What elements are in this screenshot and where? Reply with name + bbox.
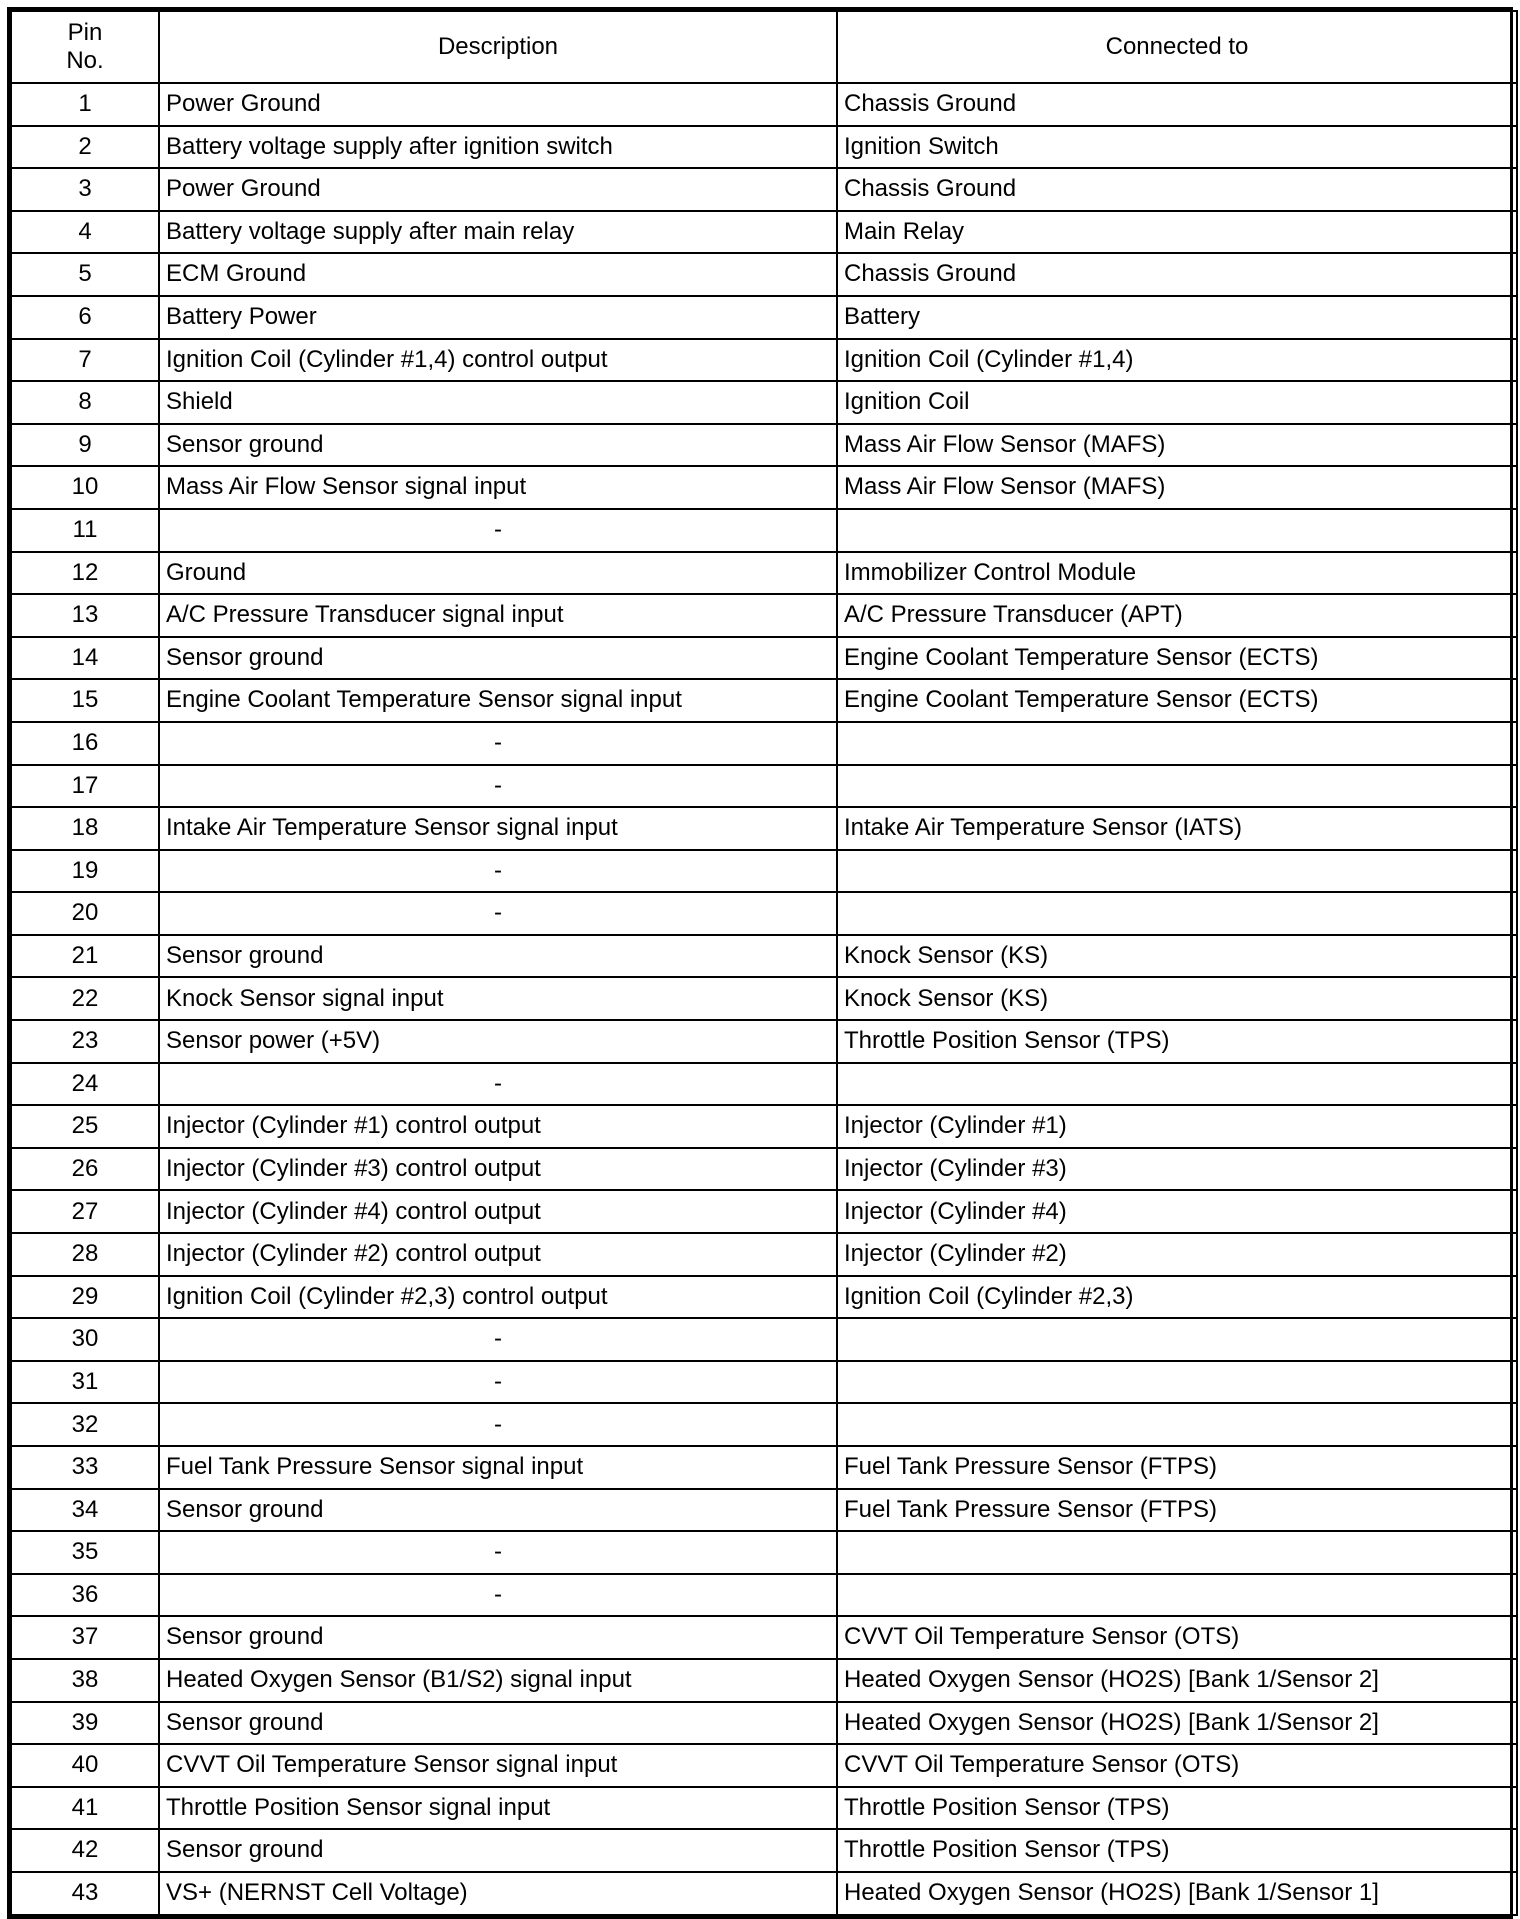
description-cell: Shield [159,381,837,424]
table-row [11,1403,1517,1446]
table-row [11,1276,1517,1319]
header-description: Description [159,11,837,83]
description-cell: Ignition Coil (Cylinder #2,3) control output [159,1276,837,1319]
pin-number-cell: 36 [11,1574,159,1617]
pin-number-cell: 14 [11,637,159,680]
pin-number-cell: 12 [11,552,159,595]
pin-table-frame [7,7,1513,1919]
connected-to-cell: Injector (Cylinder #3) [837,1148,1517,1191]
table-row [11,1489,1517,1532]
table-row [11,83,1517,126]
table-row [11,509,1517,552]
pin-number-cell: 13 [11,594,159,637]
connected-to-cell: Throttle Position Sensor (TPS) [837,1787,1517,1830]
connected-to-cell: Fuel Tank Pressure Sensor (FTPS) [837,1489,1517,1532]
connected-to-cell: Fuel Tank Pressure Sensor (FTPS) [837,1446,1517,1489]
description-cell: VS+ (NERNST Cell Voltage) [159,1872,837,1915]
pin-number-cell: 10 [11,466,159,509]
table-row [11,1872,1517,1915]
description-cell: Ignition Coil (Cylinder #1,4) control output [159,339,837,382]
connected-to-cell: Battery [837,296,1517,339]
pin-number-cell: 3 [11,168,159,211]
connected-to-cell: Knock Sensor (KS) [837,935,1517,978]
table-row [11,977,1517,1020]
table-row [11,765,1517,808]
description-cell: CVVT Oil Temperature Sensor signal input [159,1744,837,1787]
pin-number-cell: 25 [11,1105,159,1148]
connected-to-cell: Intake Air Temperature Sensor (IATS) [837,807,1517,850]
pin-number-cell: 24 [11,1063,159,1106]
connected-to-cell [837,765,1517,808]
description-cell: Throttle Position Sensor signal input [159,1787,837,1830]
table-row [11,1616,1517,1659]
connected-to-cell [837,722,1517,765]
table-row [11,296,1517,339]
pin-number-cell: 28 [11,1233,159,1276]
connected-to-cell: Injector (Cylinder #1) [837,1105,1517,1148]
table-row [11,679,1517,722]
table-row [11,1148,1517,1191]
pin-number-cell: 2 [11,126,159,169]
description-cell: Injector (Cylinder #3) control output [159,1148,837,1191]
description-cell: Sensor ground [159,637,837,680]
table-row [11,211,1517,254]
pin-number-cell: 4 [11,211,159,254]
pin-number-cell: 15 [11,679,159,722]
header-row [11,11,1517,83]
description-cell: Battery voltage supply after ignition switch [159,126,837,169]
pin-number-cell: 17 [11,765,159,808]
pin-number-cell: 34 [11,1489,159,1532]
table-row [11,253,1517,296]
description-cell: Sensor ground [159,424,837,467]
table-row [11,594,1517,637]
connected-to-cell: Injector (Cylinder #2) [837,1233,1517,1276]
table-row [11,1702,1517,1745]
description-cell: ECM Ground [159,253,837,296]
pin-number-cell: 22 [11,977,159,1020]
pin-number-cell: 43 [11,1872,159,1915]
table-row [11,637,1517,680]
description-cell: Power Ground [159,168,837,211]
connected-to-cell [837,509,1517,552]
pin-number-cell: 18 [11,807,159,850]
description-cell: Battery Power [159,296,837,339]
description-cell: A/C Pressure Transducer signal input [159,594,837,637]
pin-number-cell: 37 [11,1616,159,1659]
table-body [11,83,1517,1915]
table-row [11,807,1517,850]
pin-number-cell: 39 [11,1702,159,1745]
pin-number-cell: 33 [11,1446,159,1489]
description-cell: Injector (Cylinder #1) control output [159,1105,837,1148]
pin-number-cell: 40 [11,1744,159,1787]
description-cell: - [159,765,837,808]
connected-to-cell: Engine Coolant Temperature Sensor (ECTS) [837,679,1517,722]
description-cell: Power Ground [159,83,837,126]
pin-number-cell: 11 [11,509,159,552]
description-cell: - [159,892,837,935]
table-row [11,1531,1517,1574]
connected-to-cell: A/C Pressure Transducer (APT) [837,594,1517,637]
table-row [11,1105,1517,1148]
pin-number-cell: 7 [11,339,159,382]
table-row [11,424,1517,467]
description-cell: Knock Sensor signal input [159,977,837,1020]
connected-to-cell [837,850,1517,893]
connected-to-cell: Heated Oxygen Sensor (HO2S) [Bank 1/Sensor 1] [837,1872,1517,1915]
description-cell: - [159,509,837,552]
connected-to-cell: Immobilizer Control Module [837,552,1517,595]
connected-to-cell [837,1574,1517,1617]
connected-to-cell: Injector (Cylinder #4) [837,1190,1517,1233]
description-cell: Battery voltage supply after main relay [159,211,837,254]
table-row [11,1829,1517,1872]
table-row [11,552,1517,595]
description-cell: Intake Air Temperature Sensor signal input [159,807,837,850]
pin-number-cell: 20 [11,892,159,935]
table-row [11,1361,1517,1404]
description-cell: - [159,1531,837,1574]
description-cell: Injector (Cylinder #2) control output [159,1233,837,1276]
description-cell: - [159,1063,837,1106]
connected-to-cell: Ignition Coil (Cylinder #1,4) [837,339,1517,382]
pin-number-cell: 5 [11,253,159,296]
pin-number-cell: 21 [11,935,159,978]
table-row [11,1659,1517,1702]
table-row [11,1318,1517,1361]
pin-number-cell: 30 [11,1318,159,1361]
connected-to-cell [837,892,1517,935]
connected-to-cell: Main Relay [837,211,1517,254]
pin-table [10,10,1518,1916]
pin-number-cell: 31 [11,1361,159,1404]
table-row [11,850,1517,893]
description-cell: - [159,850,837,893]
description-cell: Engine Coolant Temperature Sensor signal input [159,679,837,722]
table-row [11,1190,1517,1233]
pin-number-cell: 42 [11,1829,159,1872]
connected-to-cell: Chassis Ground [837,83,1517,126]
table-row [11,168,1517,211]
connected-to-cell: Knock Sensor (KS) [837,977,1517,1020]
connected-to-cell [837,1403,1517,1446]
connected-to-cell: Throttle Position Sensor (TPS) [837,1829,1517,1872]
description-cell: - [159,722,837,765]
connected-to-cell: Engine Coolant Temperature Sensor (ECTS) [837,637,1517,680]
description-cell: - [159,1574,837,1617]
description-cell: - [159,1318,837,1361]
description-cell: - [159,1361,837,1404]
pin-number-cell: 1 [11,83,159,126]
connected-to-cell: Ignition Switch [837,126,1517,169]
connected-to-cell: Ignition Coil [837,381,1517,424]
description-cell: Sensor power (+5V) [159,1020,837,1063]
connected-to-cell: Heated Oxygen Sensor (HO2S) [Bank 1/Sensor 2] [837,1702,1517,1745]
connected-to-cell: CVVT Oil Temperature Sensor (OTS) [837,1616,1517,1659]
pin-number-cell: 29 [11,1276,159,1319]
description-cell: Sensor ground [159,1489,837,1532]
connected-to-cell: CVVT Oil Temperature Sensor (OTS) [837,1744,1517,1787]
table-row [11,1787,1517,1830]
pin-number-cell: 9 [11,424,159,467]
table-row [11,1744,1517,1787]
table-row [11,466,1517,509]
table-row [11,935,1517,978]
connected-to-cell: Mass Air Flow Sensor (MAFS) [837,424,1517,467]
table-header [11,11,1517,83]
connected-to-cell [837,1318,1517,1361]
description-cell: Sensor ground [159,1702,837,1745]
description-cell: Fuel Tank Pressure Sensor signal input [159,1446,837,1489]
connected-to-cell [837,1063,1517,1106]
connected-to-cell [837,1531,1517,1574]
table-row [11,892,1517,935]
connected-to-cell: Throttle Position Sensor (TPS) [837,1020,1517,1063]
pin-number-cell: 6 [11,296,159,339]
table-row [11,1063,1517,1106]
header-pin-line1: Pin [67,19,103,46]
pin-number-cell: 16 [11,722,159,765]
table-row [11,126,1517,169]
table-row [11,1574,1517,1617]
description-cell: - [159,1403,837,1446]
table-row [11,339,1517,382]
pin-number-cell: 19 [11,850,159,893]
pin-table-page [7,7,1513,1919]
description-cell: Sensor ground [159,935,837,978]
table-row [11,722,1517,765]
connected-to-cell: Ignition Coil (Cylinder #2,3) [837,1276,1517,1319]
connected-to-cell: Mass Air Flow Sensor (MAFS) [837,466,1517,509]
header-pin-no [11,11,159,83]
connected-to-cell: Chassis Ground [837,253,1517,296]
pin-number-cell: 32 [11,1403,159,1446]
description-cell: Sensor ground [159,1829,837,1872]
connected-to-cell [837,1361,1517,1404]
pin-number-cell: 38 [11,1659,159,1702]
pin-number-cell: 23 [11,1020,159,1063]
description-cell: Mass Air Flow Sensor signal input [159,466,837,509]
pin-number-cell: 27 [11,1190,159,1233]
table-row [11,1020,1517,1063]
connected-to-cell: Heated Oxygen Sensor (HO2S) [Bank 1/Sensor 2] [837,1659,1517,1702]
table-row [11,1446,1517,1489]
description-cell: Ground [159,552,837,595]
description-cell: Sensor ground [159,1616,837,1659]
pin-number-cell: 41 [11,1787,159,1830]
description-cell: Heated Oxygen Sensor (B1/S2) signal input [159,1659,837,1702]
connected-to-cell: Chassis Ground [837,168,1517,211]
pin-number-cell: 26 [11,1148,159,1191]
table-row [11,1233,1517,1276]
table-row [11,381,1517,424]
pin-number-cell: 35 [11,1531,159,1574]
pin-number-cell: 8 [11,381,159,424]
header-pin-line2: No. [66,47,104,74]
description-cell: Injector (Cylinder #4) control output [159,1190,837,1233]
header-connected-to: Connected to [837,11,1517,83]
